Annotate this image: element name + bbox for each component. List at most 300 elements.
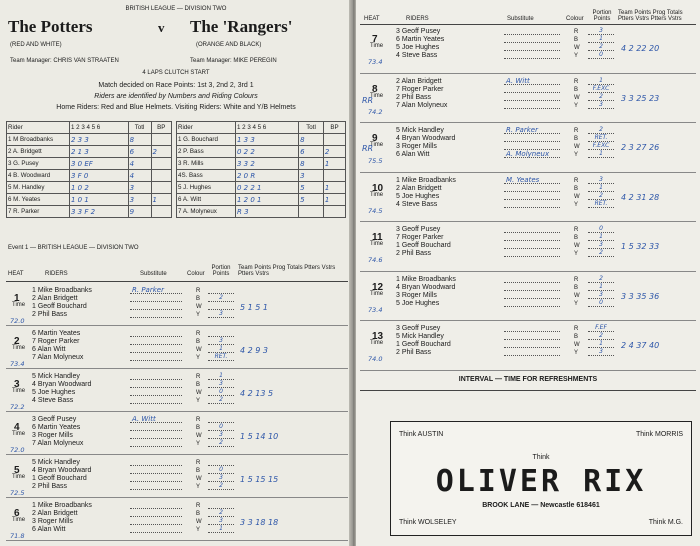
substitute-name: M. Yeates bbox=[506, 175, 540, 184]
substitute-line bbox=[504, 108, 560, 109]
heat-time: 74.5 bbox=[368, 206, 383, 215]
colour-code: R bbox=[574, 78, 579, 85]
rider-row: 1 M Broadbanks 2 3 3 8 bbox=[7, 134, 172, 146]
substitute-line bbox=[130, 317, 182, 318]
heat-time-label: Time bbox=[370, 92, 384, 99]
substitute-line bbox=[504, 248, 560, 249]
colour-code: Y bbox=[574, 251, 579, 257]
substitute-line bbox=[504, 207, 560, 208]
substitute-line bbox=[504, 298, 560, 299]
heat-score: 2 4 37 40 bbox=[621, 341, 660, 350]
home-team-name: The Potters bbox=[8, 17, 93, 36]
points-value: 3 bbox=[599, 241, 603, 248]
col-colour: Colour bbox=[187, 271, 205, 277]
points-line bbox=[588, 256, 614, 257]
heat-time: 72.2 bbox=[10, 403, 25, 411]
points-value: 3 bbox=[599, 175, 603, 183]
col-portion-r: Portion Points bbox=[592, 10, 612, 22]
heat-time-label: Time bbox=[12, 474, 26, 480]
colour-code: R bbox=[574, 177, 579, 184]
heat-number: 13 bbox=[372, 331, 384, 342]
substitute-line bbox=[504, 191, 560, 192]
col-team-points: Team Points Prog Totals Ptters Vstrs Ptters Vstrs bbox=[238, 265, 336, 277]
colour-code: B bbox=[574, 284, 579, 291]
substitute-line bbox=[504, 240, 560, 241]
heat-number: 2 bbox=[14, 336, 20, 347]
col-heat: HEAT bbox=[8, 271, 24, 277]
rider-entry: 6 Alan Witt bbox=[32, 346, 66, 353]
points-value: 2 bbox=[599, 126, 603, 133]
points-value: RET. bbox=[214, 353, 228, 360]
colour-code: W bbox=[196, 433, 202, 439]
substitute-line bbox=[504, 92, 560, 93]
rider-entry: 2 Phil Bass bbox=[396, 93, 432, 101]
points-line bbox=[208, 403, 234, 404]
substitute-line bbox=[504, 232, 560, 233]
rider-row: 4 B. Woodward 3 F 0 4 bbox=[7, 170, 172, 182]
substitute-line bbox=[130, 301, 182, 302]
away-colours: (ORANGE AND BLACK) bbox=[196, 42, 262, 48]
heat-time-label: Time bbox=[370, 43, 384, 49]
rider-entry: 7 Alan Molyneux bbox=[32, 354, 84, 361]
substitute-line bbox=[504, 256, 560, 257]
margin-note: RR bbox=[362, 144, 374, 153]
colour-code: W bbox=[196, 347, 202, 353]
heat-score: 1 5 14 10 bbox=[240, 432, 279, 441]
substitute-line bbox=[130, 387, 182, 388]
col-team-points-r: Team Points Prog Totals Ptters Vstrs Ptters Vstrs bbox=[618, 10, 683, 22]
rules-line-2: Riders are identified by Numbers and Riding Colours bbox=[94, 93, 258, 100]
substitute-line bbox=[504, 50, 560, 51]
heat-divider bbox=[360, 370, 696, 371]
colour-code: R bbox=[574, 227, 579, 233]
rider-entry: 2 Phil Bass bbox=[396, 250, 432, 257]
heat-divider bbox=[360, 320, 696, 321]
away-team-name: The 'Rangers' bbox=[190, 17, 293, 36]
colour-code: R bbox=[196, 374, 201, 380]
heat-number: 11 bbox=[372, 232, 383, 243]
colour-code: B bbox=[196, 511, 201, 517]
away-manager: Team Manager: MIKE PEREGIN bbox=[190, 58, 277, 64]
substitute-line bbox=[504, 141, 560, 142]
rider-entry: 4 Bryan Woodward bbox=[32, 381, 92, 388]
points-line bbox=[588, 355, 614, 356]
points-value: F.EF bbox=[595, 324, 607, 331]
rider-entry: 7 Alan Molyneux bbox=[32, 440, 84, 447]
rider-entry: 7 Roger Parker bbox=[396, 234, 444, 241]
rider-entry: 3 Geoff Pusey bbox=[396, 325, 441, 332]
colour-code: R bbox=[574, 326, 579, 332]
away-rider-table: Rider 1 2 3 4 5 6 Totl BP 1 G. Bouchard 1 3 3 8 2 P. Bass 0 2 2 6 2 3 R. Mills 3 3 2 8 1 4S. Bass 2 0 R 3 5 J. Hughes 0 2 2 1 5 1 6 A. Witt 1 2 0 1 5 1 7 A. Molyneux R 3 bbox=[176, 121, 346, 218]
points-value: 0 bbox=[599, 225, 603, 232]
points-line bbox=[208, 489, 234, 490]
rider-entry: 4 Steve Bass bbox=[396, 52, 438, 59]
substitute-line bbox=[504, 355, 560, 356]
substitute-line bbox=[504, 339, 560, 340]
rider-entry: 5 Joe Hughes bbox=[396, 44, 440, 51]
col-riders-r: RIDERS bbox=[406, 16, 429, 22]
rider-entry: 1 Mike Broadbanks bbox=[396, 275, 456, 283]
col-portion: Portion Points bbox=[211, 265, 231, 277]
heat-time-label: Time bbox=[370, 290, 384, 297]
substitute-line bbox=[504, 347, 560, 348]
points-value: 2 bbox=[599, 191, 603, 199]
substitute-name: R. Parker bbox=[506, 126, 538, 134]
substitute-line bbox=[504, 42, 560, 43]
substitute-line bbox=[504, 100, 560, 101]
points-value: 3 bbox=[219, 337, 223, 344]
colour-code: R bbox=[574, 276, 579, 283]
points-value: 0 bbox=[219, 466, 223, 473]
rider-entry: 4 Steve Bass bbox=[396, 200, 438, 208]
heat-score: 4 2 13 5 bbox=[240, 389, 274, 398]
heat-time: 74.6 bbox=[368, 256, 383, 264]
substitute-line bbox=[130, 508, 182, 509]
divider bbox=[6, 281, 348, 282]
heat-divider bbox=[360, 122, 696, 123]
rider-entry: 2 Alan Bridgett bbox=[396, 77, 442, 85]
substitute-line bbox=[130, 516, 182, 517]
rider-entry: 4 Bryan Woodward bbox=[396, 283, 456, 291]
margin-note: RR bbox=[362, 96, 374, 105]
points-value: 0 bbox=[599, 298, 603, 306]
home-colours: (RED AND WHITE) bbox=[10, 42, 62, 48]
substitute-name: A. Witt bbox=[132, 415, 156, 423]
colour-code: W bbox=[196, 390, 202, 396]
points-value: 2 bbox=[219, 396, 223, 403]
substitute-line bbox=[504, 58, 560, 59]
versus: v bbox=[158, 20, 165, 35]
rider-row: 7 A. Molyneux R 3 bbox=[177, 206, 346, 218]
points-value: 3 bbox=[599, 348, 603, 355]
home-rider-table: Rider 1 2 3 4 5 6 Totl BP 1 M Broadbanks 2 3 3 8 2 A. Bridgett 2 1 3 6 2 3 G. Pusey 3 0 EF 4 4 B. Woodward 3 F 0 4 5 M. Handley 1 0 2 3 6 M. Yeates 1 0 1 3 1 7 R. Parker 3 3 F 2 9 bbox=[6, 121, 172, 218]
rider-entry: 2 Alan Bridgett bbox=[396, 184, 442, 192]
ad-think-wolseley: Think WOLSELEY bbox=[399, 519, 457, 526]
home-manager: Team Manager: CHRIS VAN STRAATEN bbox=[10, 58, 119, 64]
heat-time-label: Time bbox=[370, 241, 384, 247]
rider-row: 3 G. Pusey 3 0 EF 4 bbox=[7, 158, 172, 170]
heat-divider bbox=[6, 325, 348, 326]
colour-code: R bbox=[196, 331, 201, 337]
heat-score: 3 3 25 23 bbox=[621, 93, 660, 103]
rider-entry: 4 Steve Bass bbox=[32, 397, 74, 404]
points-value: 3 bbox=[219, 474, 223, 481]
substitute-name: A. Witt bbox=[506, 76, 530, 85]
rider-entry: 7 Roger Parker bbox=[32, 338, 80, 345]
heat-number: 4 bbox=[14, 422, 20, 433]
colour-code: W bbox=[574, 243, 580, 249]
colour-code: W bbox=[574, 342, 580, 348]
heat-time: 75.5 bbox=[368, 157, 383, 165]
colour-code: Y bbox=[574, 350, 579, 356]
colour-code: B bbox=[574, 235, 579, 241]
rider-entry: 2 Phil Bass bbox=[32, 311, 68, 318]
points-value: 0 bbox=[219, 388, 223, 395]
colour-code: Y bbox=[196, 312, 201, 318]
heat-divider bbox=[360, 172, 696, 173]
heat-score: 1 5 32 33 bbox=[621, 242, 660, 251]
heat-number: 5 bbox=[14, 465, 20, 476]
points-value: 1 bbox=[599, 76, 603, 84]
heat-time: 72.5 bbox=[10, 489, 25, 497]
heat-time: 74.2 bbox=[368, 107, 383, 116]
points-value: 1 bbox=[219, 372, 223, 379]
colour-code: Y bbox=[196, 398, 201, 404]
colour-code: W bbox=[196, 304, 202, 310]
colour-code: R bbox=[196, 503, 201, 509]
points-value: 1 bbox=[599, 35, 603, 42]
points-line bbox=[588, 306, 614, 307]
substitute-line bbox=[130, 465, 182, 466]
heat-time: 72.0 bbox=[10, 446, 25, 454]
col-heat-r: HEAT bbox=[364, 16, 380, 22]
rider-entry: 5 Joe Hughes bbox=[32, 389, 76, 396]
rider-entry: 3 Roger Mills bbox=[32, 432, 73, 439]
rider-row: 2 P. Bass 0 2 2 6 2 bbox=[177, 146, 346, 158]
colour-code: R bbox=[196, 417, 201, 423]
rider-entry: 1 Geoff Bouchard bbox=[396, 341, 451, 348]
rider-entry: 7 Alan Molyneux bbox=[396, 101, 448, 109]
rider-entry: 1 Geoff Bouchard bbox=[32, 303, 87, 310]
rider-entry: 7 Roger Parker bbox=[396, 85, 444, 93]
rider-entry: 6 Martin Yeates bbox=[32, 330, 81, 337]
rider-row: 4S. Bass 2 0 R 3 bbox=[177, 170, 346, 182]
col-riders: RIDERS bbox=[45, 271, 68, 277]
points-value: F.EXC bbox=[592, 142, 610, 149]
heat-time: 73.4 bbox=[368, 305, 383, 314]
points-value: 3 bbox=[219, 431, 223, 438]
rules-line-3: Home Riders: Red and Blue Helmets. Visiting Riders: White and Y/B Helmets bbox=[56, 104, 296, 111]
heat-score: 3 3 35 36 bbox=[621, 291, 660, 301]
colour-code: Y bbox=[574, 201, 579, 208]
rider-entry: 5 Joe Hughes bbox=[396, 299, 440, 307]
points-value: 2 bbox=[599, 332, 603, 339]
heat-number: 10 bbox=[372, 182, 384, 194]
heat-number: 8 bbox=[372, 83, 378, 95]
substitute-line bbox=[504, 290, 560, 291]
rules-line-1: Match decided on Race Points: 1st 3, 2nd 2, 3rd 1 bbox=[98, 82, 254, 89]
rider-row: 5 M. Handley 1 0 2 3 bbox=[7, 182, 172, 194]
points-value: F.EXC bbox=[592, 84, 610, 92]
colour-code: W bbox=[574, 45, 580, 51]
points-value: 3 bbox=[599, 100, 603, 108]
points-value: 3 bbox=[219, 310, 223, 317]
colour-code: B bbox=[574, 334, 579, 340]
substitute-line bbox=[130, 473, 182, 474]
col-colour-r: Colour bbox=[566, 16, 584, 22]
substitute-name: R. Parker bbox=[132, 286, 164, 294]
rider-row: 1 G. Bouchard 1 3 3 8 bbox=[177, 134, 346, 146]
colour-code: R bbox=[196, 288, 201, 294]
rider-entry: 4 Bryan Woodward bbox=[32, 467, 92, 474]
heat-number: 9 bbox=[372, 133, 378, 144]
points-value: 3 bbox=[219, 380, 223, 387]
substitute-line bbox=[130, 352, 182, 353]
substitute-line bbox=[130, 438, 182, 439]
substitute-line bbox=[130, 481, 182, 482]
ad-think: Think bbox=[532, 454, 550, 461]
colour-code: Y bbox=[196, 484, 201, 490]
substitute-line bbox=[504, 331, 560, 332]
heat-time-label: Time bbox=[12, 302, 26, 308]
substitute-line bbox=[130, 309, 182, 310]
ad-address: BROOK LANE — Newcastle 618461 bbox=[482, 502, 600, 509]
rider-row: 6 A. Witt 1 2 0 1 5 1 bbox=[177, 194, 346, 206]
colour-code: B bbox=[196, 468, 201, 474]
rider-entry: 6 Alan Witt bbox=[396, 151, 430, 158]
colour-code: Y bbox=[574, 102, 579, 109]
points-value: 2 bbox=[219, 482, 223, 489]
substitute-line bbox=[130, 403, 182, 404]
divider bbox=[360, 390, 696, 391]
substitute-line bbox=[504, 34, 560, 35]
colour-code: Y bbox=[196, 527, 201, 533]
heat-score: 5 1 5 1 bbox=[240, 303, 268, 312]
points-value: 0 bbox=[599, 51, 603, 58]
event-title: Event 1 — BRITISH LEAGUE — DIVISION TWO bbox=[8, 245, 139, 251]
points-value: 3 bbox=[599, 290, 603, 298]
rider-row: 3 R. Mills 3 3 2 8 1 bbox=[177, 158, 346, 170]
heat-score: 3 3 18 18 bbox=[240, 518, 279, 527]
points-line bbox=[588, 207, 614, 208]
points-value: 1 bbox=[599, 150, 603, 157]
rider-entry: 1 Mike Broadbanks bbox=[396, 176, 456, 184]
rider-entry: 3 Geoff Pusey bbox=[396, 28, 441, 35]
substitute-line bbox=[130, 446, 182, 447]
heat-time: 73.4 bbox=[10, 360, 25, 368]
col-substitute: Substitute bbox=[140, 271, 167, 277]
colour-code: R bbox=[196, 460, 201, 466]
substitute-line bbox=[504, 282, 560, 283]
colour-code: B bbox=[574, 86, 579, 93]
heat-divider bbox=[6, 540, 348, 541]
rider-row: 2 A. Bridgett 2 1 3 6 2 bbox=[7, 146, 172, 158]
heat-score: 4 2 22 20 bbox=[621, 44, 660, 53]
substitute-line bbox=[130, 532, 182, 533]
colour-code: B bbox=[574, 136, 579, 142]
points-value: RET. bbox=[594, 199, 608, 207]
colour-code: Y bbox=[196, 441, 201, 447]
colour-code: W bbox=[574, 193, 580, 200]
heat-number: 12 bbox=[372, 281, 384, 293]
substitute-line bbox=[504, 306, 560, 307]
advertisement bbox=[390, 421, 692, 536]
points-value: 3 bbox=[599, 27, 603, 34]
interval-notice: INTERVAL — TIME FOR REFRESHMENTS bbox=[458, 376, 598, 383]
points-line bbox=[208, 317, 234, 318]
colour-code: W bbox=[574, 144, 580, 150]
rider-entry: 3 Roger Mills bbox=[32, 518, 73, 525]
colour-code: Y bbox=[574, 300, 579, 307]
colour-code: W bbox=[196, 519, 202, 525]
heat-divider bbox=[360, 271, 696, 272]
heat-divider bbox=[6, 454, 348, 455]
points-value: 2 bbox=[219, 294, 223, 301]
substitute-line bbox=[130, 344, 182, 345]
colour-code: Y bbox=[574, 152, 579, 158]
rider-entry: 5 Mick Handley bbox=[396, 127, 444, 134]
heat-time-label: Time bbox=[370, 142, 384, 148]
heat-time-label: Time bbox=[12, 388, 26, 394]
rider-entry: 2 Phil Bass bbox=[396, 349, 432, 356]
heat-time-label: Time bbox=[370, 340, 384, 346]
ad-think-morris: Think MORRIS bbox=[635, 431, 683, 438]
ad-think-austin: Think AUSTIN bbox=[399, 431, 444, 438]
heat-time: 73.4 bbox=[368, 58, 383, 66]
substitute-line bbox=[130, 395, 182, 396]
rider-entry: 1 Geoff Bouchard bbox=[32, 475, 87, 482]
colour-code: W bbox=[574, 94, 580, 101]
substitute-name: A. Molyneux bbox=[506, 150, 550, 158]
rider-row: 5 J. Hughes 0 2 2 1 5 1 bbox=[177, 182, 346, 194]
heat-score: 4 2 9 3 bbox=[240, 346, 268, 355]
substitute-line bbox=[130, 379, 182, 380]
rider-entry: 3 Geoff Pusey bbox=[32, 416, 77, 423]
rider-entry: 6 Martin Yeates bbox=[396, 36, 445, 43]
league-heading: BRITISH LEAGUE — DIVISION TWO bbox=[125, 6, 227, 12]
points-value: 2 bbox=[599, 249, 603, 256]
heat-time: 71.8 bbox=[10, 532, 25, 540]
points-value: 1 bbox=[599, 183, 603, 191]
points-value: RET. bbox=[594, 134, 608, 141]
col-substitute-r: Substitute bbox=[507, 16, 534, 22]
colour-code: Y bbox=[196, 355, 201, 361]
colour-code: W bbox=[196, 476, 202, 482]
heat-divider bbox=[6, 497, 348, 498]
colour-code: B bbox=[574, 185, 579, 192]
heat-score: 1 5 15 15 bbox=[240, 475, 279, 484]
points-line bbox=[208, 532, 234, 533]
points-value: 1 bbox=[219, 345, 223, 352]
substitute-line bbox=[130, 430, 182, 431]
heat-time: 74.0 bbox=[368, 355, 383, 363]
points-value: 2 bbox=[599, 274, 603, 282]
colour-code: B bbox=[574, 37, 579, 43]
rider-entry: 4 Bryan Woodward bbox=[396, 135, 456, 142]
rider-entry: 2 Alan Bridgett bbox=[32, 295, 78, 302]
rider-entry: 2 Phil Bass bbox=[32, 483, 68, 490]
rider-entry: 6 Alan Witt bbox=[32, 526, 66, 533]
heat-time-label: Time bbox=[12, 517, 26, 523]
rider-entry: 5 Mick Handley bbox=[32, 459, 80, 466]
heat-score: 2 3 27 26 bbox=[621, 143, 660, 152]
rider-entry: 5 Mick Handley bbox=[32, 373, 80, 380]
substitute-line bbox=[130, 336, 182, 337]
rider-entry: 1 Mike Broadbanks bbox=[32, 287, 92, 294]
heat-divider bbox=[6, 368, 348, 369]
points-line bbox=[588, 157, 614, 158]
heat-divider bbox=[360, 73, 696, 74]
colour-code: B bbox=[196, 382, 201, 388]
colour-code: R bbox=[574, 128, 579, 134]
divider bbox=[360, 24, 696, 25]
colour-code: B bbox=[196, 296, 201, 302]
heat-divider bbox=[360, 221, 696, 222]
rider-entry: 3 Roger Mills bbox=[396, 291, 437, 299]
points-line bbox=[588, 108, 614, 109]
heat-number: 1 bbox=[14, 293, 20, 304]
colour-code: B bbox=[196, 339, 201, 345]
heat-number: 3 bbox=[14, 379, 20, 390]
rider-entry: 5 Mick Handley bbox=[396, 333, 444, 340]
rider-entry: 1 Geoff Bouchard bbox=[396, 242, 451, 249]
heat-number: 6 bbox=[14, 508, 20, 519]
points-line bbox=[208, 301, 234, 302]
points-value: 1 bbox=[599, 233, 603, 240]
points-line bbox=[208, 446, 234, 447]
points-value: 3 bbox=[219, 517, 223, 524]
points-value: 2 bbox=[219, 439, 223, 446]
